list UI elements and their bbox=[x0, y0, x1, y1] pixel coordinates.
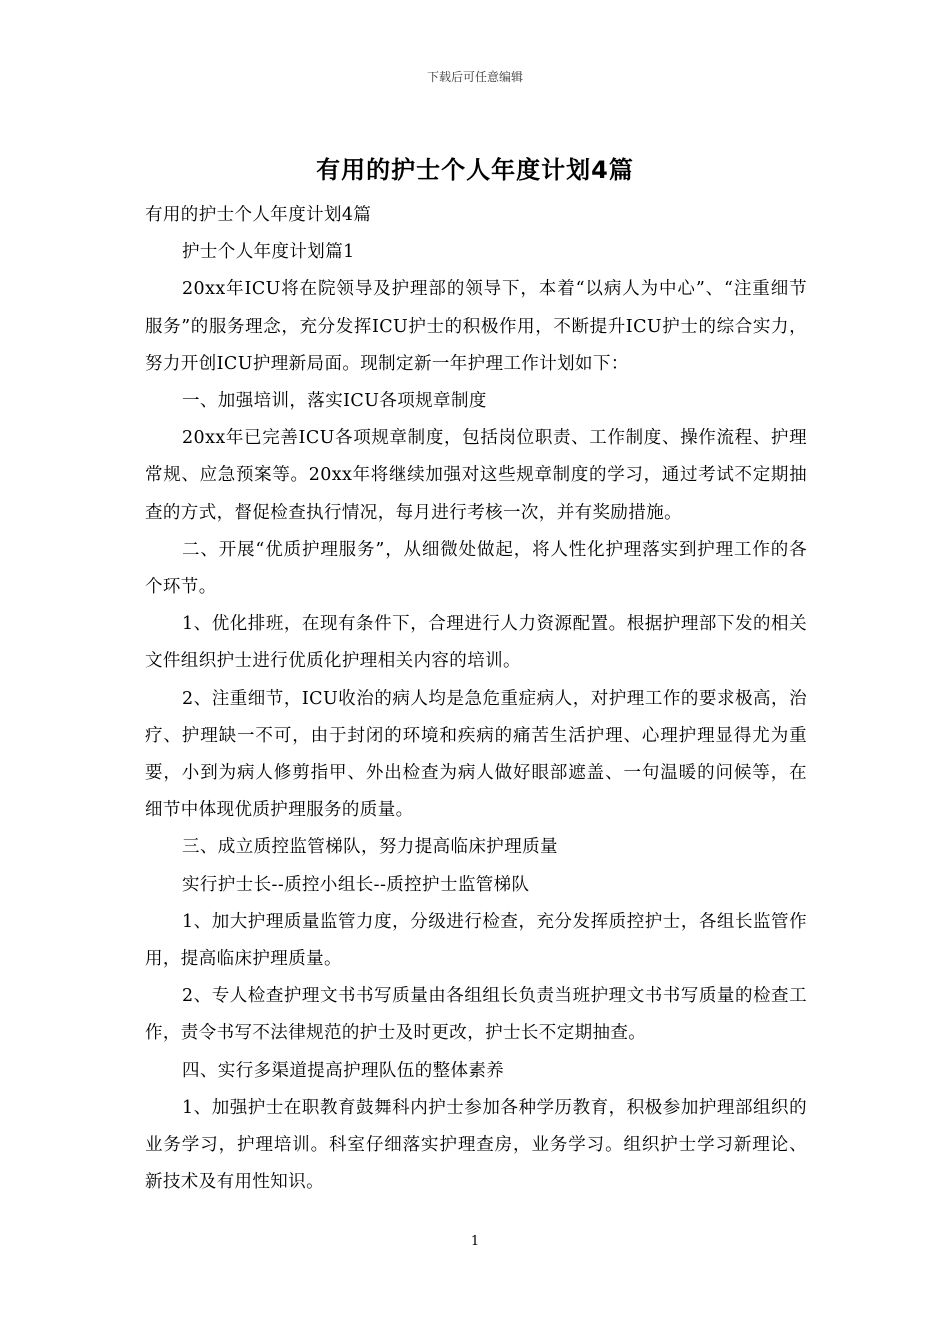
paragraph: 1、优化排班，在现有条件下，合理进行人力资源配置。根据护理部下发的相关文件组织护士进行优质化护理相关内容的培训。 bbox=[145, 614, 807, 672]
section-heading: 二、开展“优质护理服务”，从细微处做起，将人性化护理落实到护理工作的各个环节。 bbox=[145, 539, 807, 598]
paragraph: 20xx年已完善ICU各项规章制度，包括岗位职责、工作制度、操作流程、护理常规、应急预案等。20xx年将继续加强对这些规章制度的学习，通过考试不定期抽查的方式，督促检查执行情况，每月进行考核一次，并有奖励措施。 bbox=[145, 428, 807, 523]
paragraph: 1、加大护理质量监管力度，分级进行检查，充分发挥质控护士，各组长监管作用，提高临床护理质量。 bbox=[145, 911, 807, 970]
paragraph: 护士个人年度计划篇1 bbox=[182, 242, 355, 263]
page-number: 1 bbox=[470, 1234, 480, 1249]
section-heading: 三、成立质控监管梯队，努力提高临床护理质量 bbox=[182, 837, 558, 858]
header-note: 下载后可任意编辑 bbox=[426, 70, 523, 84]
paragraph: 有用的护士个人年度计划4篇 bbox=[145, 205, 372, 225]
paragraph: 2、注重细节，ICU收治的病人均是急危重症病人，对护理工作的要求极高，治疗、护理缺一不可，由于封闭的环境和疾病的痛苦生活护理、心理护理显得尤为重要，小到为病人修剪指甲、外出检查为病人做好眼部遮盖、一句温暖的问候等，在细节中体现优质护理服务的质量。 bbox=[145, 688, 807, 821]
paragraph: 实行护士长--质控小组长--质控护士监管梯队 bbox=[182, 874, 530, 895]
document-body bbox=[145, 197, 807, 1201]
section-heading: 四、实行多渠道提高护理队伍的整体素养 bbox=[182, 1060, 505, 1081]
paragraph: 2、专人检查护理文书书写质量由各组组长负责当班护理文书书写质量的检查工作，责令书写不法律规范的护士及时更改，护士长不定期抽查。 bbox=[145, 986, 807, 1044]
document-title: 有用的护士个人年度计划4篇 bbox=[316, 156, 634, 184]
section-heading: 一、加强培训，落实ICU各项规章制度 bbox=[182, 391, 487, 412]
paragraph: 1、加强护士在职教育鼓舞科内护士参加各种学历教育，积极参加护理部组织的业务学习，护理培训。科室仔细落实护理查房，业务学习。组织护士学习新理论、新技术及有用性知识。 bbox=[145, 1097, 807, 1193]
paragraph: 20xx年ICU将在院领导及护理部的领导下，本着“以病人为中心”、“注重细节服务”的服务理念，充分发挥ICU护士的积极作用，不断提升ICU护士的综合实力，努力开创ICU护理新局面。现制定新一年护理工作计划如下： bbox=[145, 279, 807, 374]
